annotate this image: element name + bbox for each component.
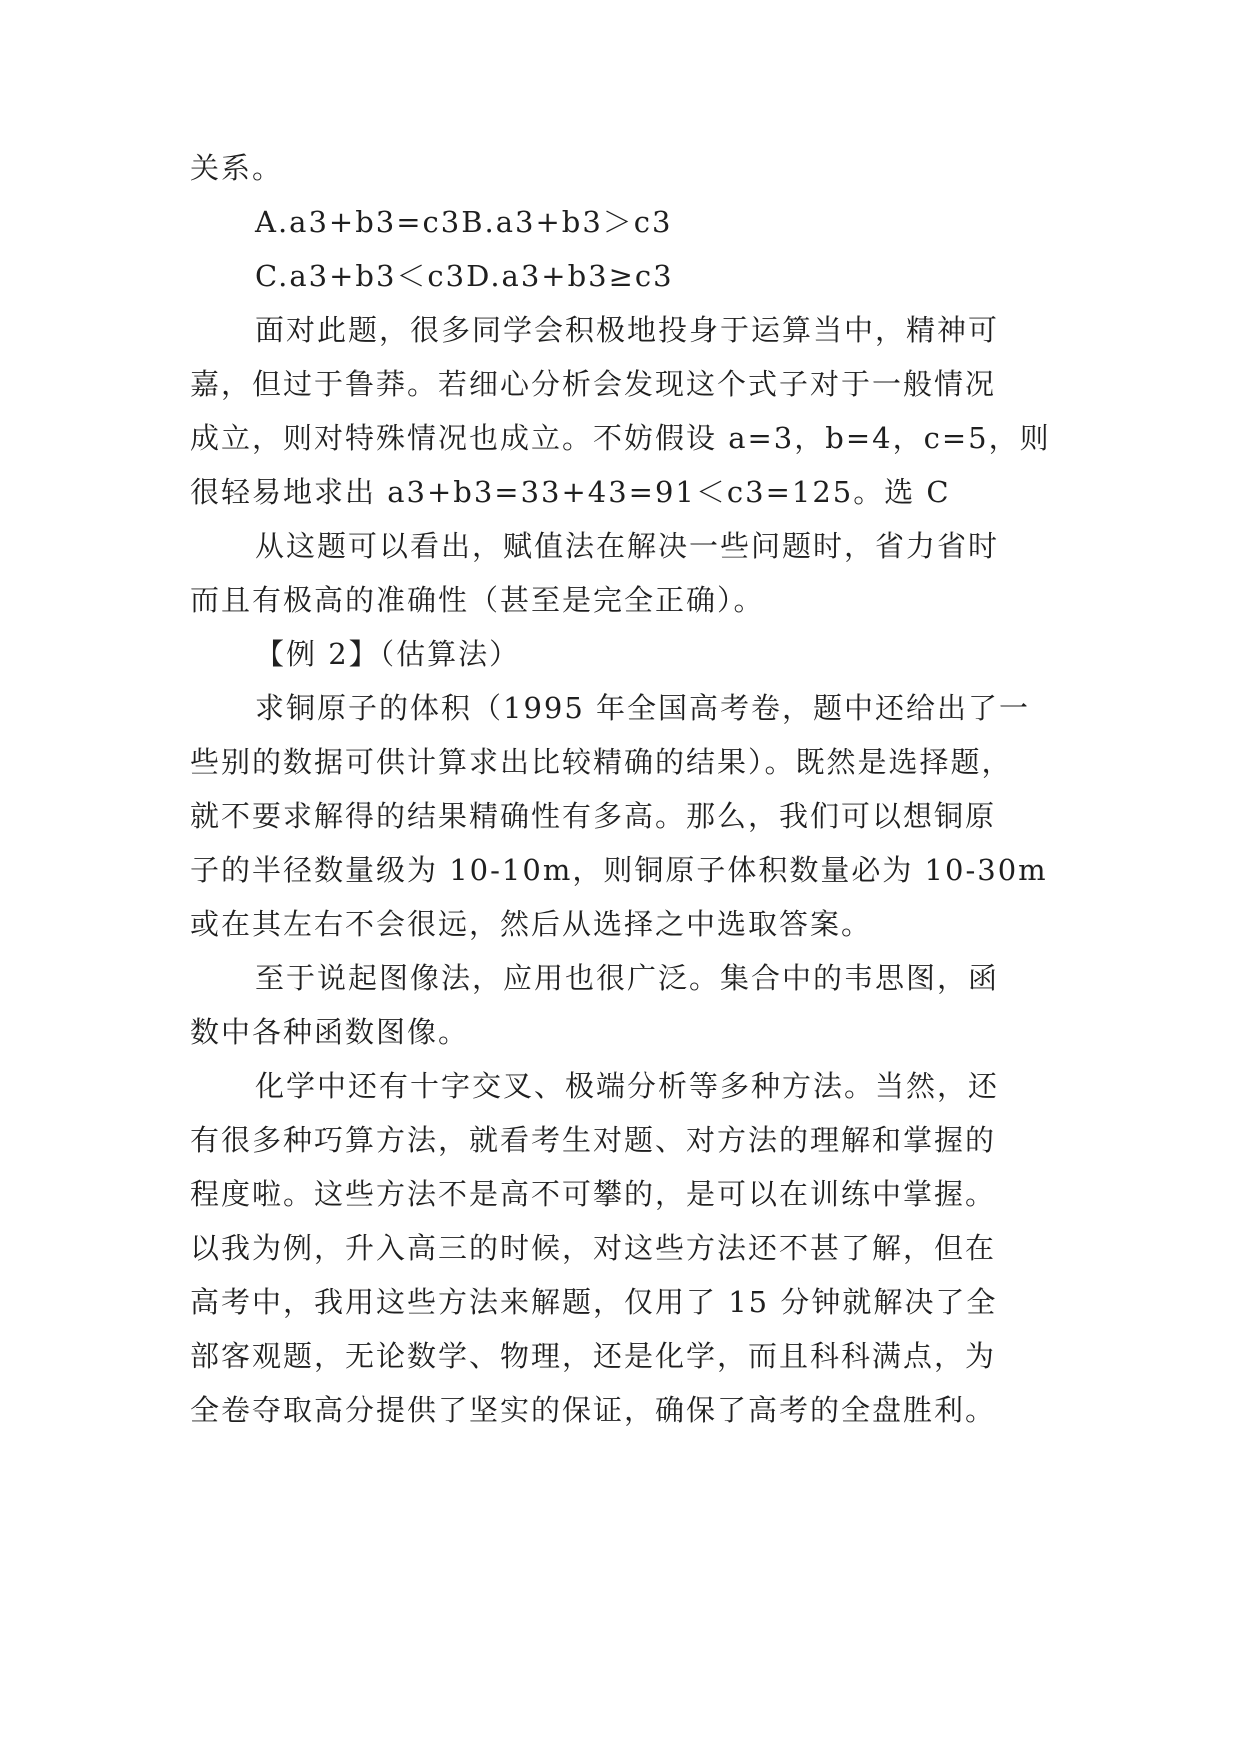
text-line: 成立，则对特殊情况也成立。不妨假设 a=3，b=4，c=5，则 [190, 421, 1051, 455]
text-line: 至于说起图像法，应用也很广泛。集合中的韦思图，函 [255, 961, 1000, 995]
text-line: 化学中还有十字交叉、极端分析等多种方法。当然，还 [255, 1069, 1000, 1103]
text-line: 些别的数据可供计算求出比较精确的结果）。既然是选择题， [190, 745, 1013, 779]
text-line: 全卷夺取高分提供了坚实的保证，确保了高考的全盘胜利。 [190, 1393, 997, 1427]
text-line: 或在其左右不会很远，然后从选择之中选取答案。 [190, 907, 873, 941]
option-line: A.a3+b3=c3B.a3+b3＞c3 [255, 205, 673, 239]
option-line: C.a3+b3＜c3D.a3+b3≥c3 [255, 259, 674, 293]
text-line: 数中各种函数图像。 [190, 1015, 470, 1049]
text-line: 程度啦。这些方法不是高不可攀的，是可以在训练中掌握。 [190, 1177, 997, 1211]
text-line: 部客观题，无论数学、物理，还是化学，而且科科满点，为 [190, 1339, 997, 1373]
text-line: 关系。 [190, 151, 284, 185]
text-line: 就不要求解得的结果精确性有多高。那么，我们可以想铜原 [190, 799, 997, 833]
text-line: 嘉，但过于鲁莽。若细心分析会发现这个式子对于一般情况 [190, 367, 997, 401]
text-line: 以我为例，升入高三的时候，对这些方法还不甚了解，但在 [190, 1231, 997, 1265]
text-line: 而且有极高的准确性（甚至是完全正确）。 [190, 583, 765, 617]
text-line: 有很多种巧算方法，就看考生对题、对方法的理解和掌握的 [190, 1123, 997, 1157]
example-heading: 【例 2】（估算法） [255, 637, 521, 671]
text-line: 很轻易地求出 a3+b3=33+43=91＜c3=125。选 C [190, 475, 951, 509]
text-line: 面对此题，很多同学会积极地投身于运算当中，精神可 [255, 313, 1000, 347]
text-line: 求铜原子的体积（1995 年全国高考卷，题中还给出了一 [255, 691, 1031, 725]
text-line: 从这题可以看出，赋值法在解决一些问题时，省力省时 [255, 529, 1000, 563]
text-line: 子的半径数量级为 10-10m，则铜原子体积数量必为 10-30m [190, 853, 1048, 887]
text-line: 高考中，我用这些方法来解题，仅用了 15 分钟就解决了全 [190, 1285, 998, 1319]
